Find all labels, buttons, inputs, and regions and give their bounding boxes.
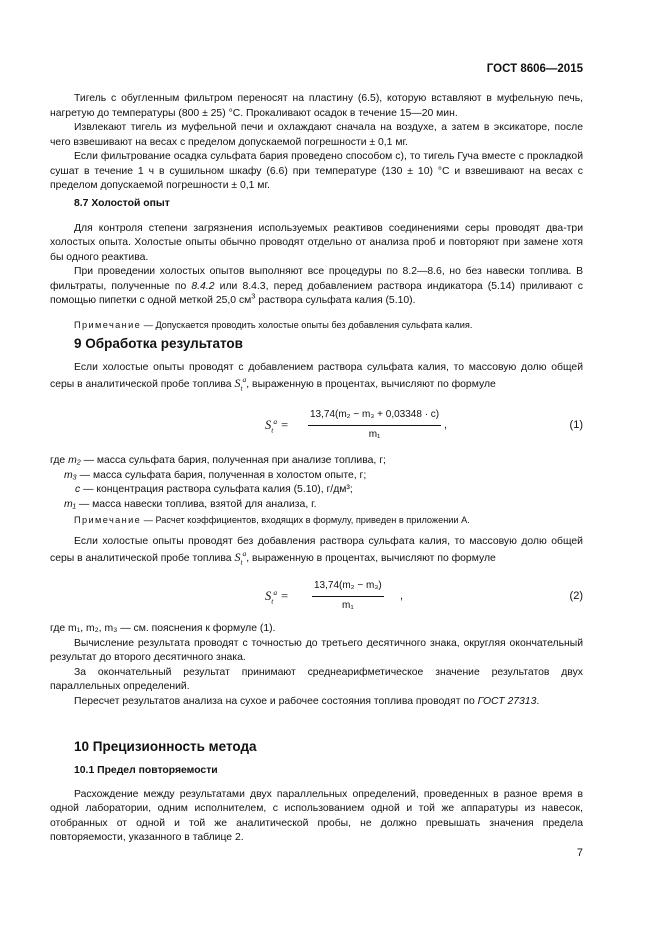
- formula-symbol: $S_t^a$: [234, 374, 247, 392]
- formula-legend: [50, 454, 583, 512]
- formula-denominator: m₁: [368, 428, 381, 440]
- intro-section: [50, 92, 583, 194]
- legend-row: m₃ — масса сульфата бария, полученная в холостом опыте, г;: [64, 469, 367, 481]
- section-heading: 9 Обработка результатов: [74, 336, 243, 351]
- paragraph: Вычисление результата проводят с точностью до третьего десятичного знака, округляя окончательный результат до второго десятичного знака.: [50, 637, 583, 663]
- paragraph: Расхождение между результатами двух параллельных определений, проведенных в разное время в одной лаборатории, одним исполнителем, с использованием одной и той же аппаратуры из навесок, отобранных от одной и той же аналитической пробы, не должно превышать значения предела повторяемости, указанного в таблице 2.: [50, 788, 583, 843]
- section-9-note: [50, 513, 583, 528]
- subsection-heading: 10.1 Предел повторяемости: [74, 765, 218, 776]
- note: [50, 513, 583, 528]
- note-text: — Расчет коэффициентов, входящих в формулу, приведен в приложении А.: [141, 515, 470, 525]
- formula-number: (2): [569, 590, 583, 602]
- formula-numerator: 13,74(m₂ − m₃ + 0,03348 · c): [308, 408, 441, 426]
- document-code: ГОСТ 8606—2015: [486, 63, 583, 75]
- note-label: Примечание: [74, 319, 142, 330]
- paragraph: Тигель с обугленным фильтром переносят на пластину (6.5), которую вставляют в муфельную печь, нагретую до температуры (800 ± 25) °С. Прокаливают осадок в течение 15—20 мин.: [50, 93, 583, 119]
- legend-row: где m₂ — масса сульфата бария, полученная при анализе топлива, г;: [50, 455, 386, 466]
- formula-numerator: 13,74(m₂ − m₃): [312, 579, 384, 597]
- formula-1: $S_t^a$ = $\frac{\text{13,74(m₂ − m₃ + 0,03348 · c)}}{\text{m₁}}$ , (1): [50, 408, 583, 448]
- section-9-intro: [50, 361, 583, 392]
- formula-fraction: [312, 579, 384, 613]
- formula-2: $S_t^a$ = $\frac{\text{13,74(m₂ − m₃)}}{\text{m₁}}$ , (2): [50, 579, 583, 619]
- note-label: Примечание: [74, 515, 142, 525]
- formula-symbol: $S_t^a$: [234, 548, 247, 566]
- section-9-paragraph-2: [50, 535, 583, 566]
- section-10: [50, 738, 583, 846]
- section-heading: 8.7 Холостой опыт: [74, 198, 170, 209]
- formula-denominator: m₁: [341, 599, 354, 611]
- paragraph: где m₁, m₂, m₃ — см. пояснения к формуле (1).: [50, 623, 276, 634]
- paragraph: Если холостые опыты проводят без добавления раствора сульфата калия, то массовую долю общей серы в аналитической пробе топлива $S_t^a$, выраженную в процентах, вычисляют по формуле: [50, 536, 583, 566]
- paragraph: При проведении холостых опытов выполняют все процедуры по 8.2—8.6, но без навески топлива. В фильтраты, полученные по 8.4.2 или 8.4.3, перед добавлением раствора индикатора (5.14) приливают с помощью пипетки с одной меткой 25,0 $см^3$ раствора сульфата калия (5.10).: [50, 266, 583, 306]
- section-heading: 10 Прецизионность метода: [74, 739, 257, 754]
- standard-reference: ГОСТ 27313: [477, 695, 537, 707]
- section-9-heading: [50, 335, 583, 352]
- formula-lhs: $S_t^a$ =: [265, 587, 289, 606]
- legend-row: c — концентрация раствора сульфата калия (5.10), г/дм³;: [75, 484, 353, 495]
- paragraph: Пересчет результатов анализа на сухое и рабочее состояния топлива проводят по ГОСТ 27313.: [74, 695, 540, 707]
- section-9-closing: [50, 622, 583, 709]
- formula-lhs: $S_t^a$ =: [265, 416, 289, 435]
- paragraph: За окончательный результат принимают среднеарифметическое значение результатов двух параллельных определений.: [50, 666, 583, 692]
- clause-reference: 8.4.2: [191, 280, 215, 292]
- paragraph: Извлекают тигель из муфельной печи и охлаждают сначала на воздухе, а затем в эксикаторе, после чего взвешивают на весах с пределом допускаемой погрешности ± 0,1 мг.: [50, 122, 583, 148]
- formula-fraction: [308, 408, 441, 442]
- paragraph: Если холостые опыты проводят с добавлением раствора сульфата калия, то массовую долю общей серы в аналитической пробе топлива $S_t^a$, выраженную в процентах, вычисляют по формуле: [50, 362, 583, 392]
- note-text: — Допускается проводить холостые опыты без добавления сульфата калия.: [141, 319, 473, 330]
- page-number: 7: [576, 847, 583, 859]
- note: [50, 318, 583, 333]
- paragraph: Если фильтрование осадка сульфата бария проведено способом с), то тигель Гуча вместе с прокладкой сушат в течение 1 ч в сушильном шкафу (6.6) при температуре (130 ± 10) °С и взвешивают на весах с пределом допускаемой погрешности ± 0,1 мг.: [50, 151, 583, 191]
- legend-row: m₁ — масса навески топлива, взятой для анализа, г.: [64, 498, 317, 510]
- formula-number: (1): [569, 419, 583, 431]
- paragraph: Для контроля степени загрязнения используемых реактивов соединениями серы проводят два-три холостых опыта. Холостые опыты обычно проводят отдельно от анализа проб и повторяют при замене хотя бы одного реактива.: [50, 222, 583, 263]
- section-8-7: [50, 197, 583, 332]
